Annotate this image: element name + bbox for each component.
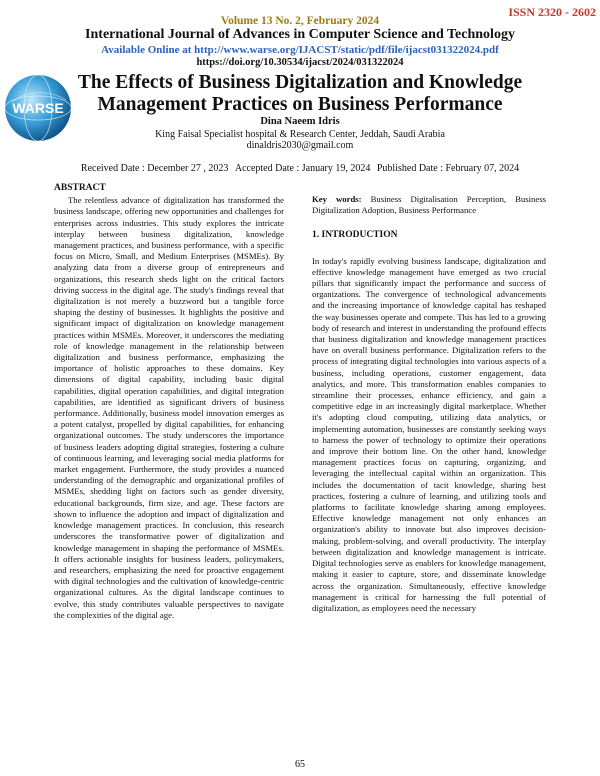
- right-column: [312, 194, 546, 614]
- title-line-1: The Effects of Business Digitalization and Knowledge: [77, 72, 523, 93]
- intro-text: In today's rapidly evolving business landscape, digitalization and effective knowledge management have emerged as two crucial pillars that significantly impact the performance and success of organizations. The convergence of technological advancements and the increasing importance of knowledge capital has reshaped the way businesses operate and compete. This has led to a growing body of research and interest in understanding the profound effects that business digitalization and knowledge management practices have on overall business performance. Digitalization refers to the process of integrating digital technologies into various aspects of a business, including operations, customer engagement, data analytics, and more. This transformation enables companies to streamline their processes, enhance efficiency, and gain a competitive edge in an increasingly digital marketplace. Whether it's adopting cloud computing, utilizing data analytics, or implementing automation, businesses are constantly seeking ways to harness the power of technology to optimize their operations and improve their bottom line. On the other hand, knowledge management practices focus on capturing, organizing, and leveraging the intellectual capital within an organization. This includes the documentation of tacit knowledge, sharing best practices, fostering a culture of learning, and utilizing tools and platforms to facilitate knowledge sharing among employees. Effective knowledge management not only enhances an organization's ability to innovate but also improves decision-making, problem-solving, and overall productivity. The interplay between digitalization and knowledge management is intricate. Digital technologies serve as enablers for knowledge management, making it easier to capture, store, and disseminate knowledge across the organization. Simultaneously, effective knowledge management is critical for harnessing the full potential of digitalization, as employees need the necessary: [312, 255, 546, 613]
- author-affiliation: King Faisal Specialist hospital & Research Center, Jeddah, Saudi Arabia: [155, 129, 445, 140]
- abstract-heading: ABSTRACT: [54, 183, 106, 193]
- accepted-date: Accepted Date : January 19, 2024: [234, 163, 371, 174]
- volume-issue: Volume 13 No. 2, February 2024: [220, 15, 380, 27]
- keywords-label: Key words:: [312, 194, 362, 204]
- page-number: 65: [295, 759, 305, 770]
- intro-heading: 1. INTRODUCTION: [312, 230, 398, 241]
- published-date: Published Date : February 07, 2024: [376, 163, 520, 174]
- journal-name: International Journal of Advances in Computer Science and Technology: [85, 27, 515, 42]
- logo-text: WARSE: [12, 100, 64, 116]
- keywords-text: Business Digitalisation Perception, Business Digitalization Adoption, Business Performance: [312, 194, 546, 216]
- author-name: Dina Naeem Idris: [260, 116, 340, 127]
- keywords: [312, 194, 546, 216]
- paper-title: [72, 72, 528, 116]
- availability-link[interactable]: Available Online at http://www.warse.org/IJACST/static/pdf/file/ijacst031322024.pdf: [101, 44, 499, 56]
- author-email[interactable]: dinaldris2030@gmail.com: [246, 140, 354, 151]
- article-dates: [0, 163, 600, 174]
- issn-label: ISSN 2320 - 2602: [508, 5, 596, 19]
- doi-link[interactable]: https://doi.org/10.30534/ijacst/2024/031322024: [196, 57, 404, 68]
- received-date: Received Date : December 27 , 2023: [80, 163, 229, 174]
- title-line-2: Management Practices on Business Performance: [97, 94, 503, 115]
- abstract-text: The relentless advance of digitalization has transformed the business landscape, offering new opportunities and challenges for enterprises across industries. This study explores the intricate interplay between business digitalization, knowledge management practices, and business performance, with a specific focus on Micro, Small, and Medium Enterprises (MSMEs). By analyzing data from a diverse group of entrepreneurs and organizations, this research sheds light on the critical factors driving success in the digital age. The study's findings reveal that digitalization is not merely a buzzword but a tangible force shaping the destiny of businesses. It highlights the positive and significant impact of digitalization on knowledge management practices within MSMEs. Moreover, it underscores the mediating role of knowledge management in the relationship between digitalization and business performance, emphasizing the importance of holistic approaches to these domains. Key dimensions of digital capability, including basic digital capabilities, digital operation capabilities, and digital integration capabilities, are identified as significant drivers of business performance. Additionally, business model innovation emerges as a potent catalyst, propelled by digital capabilities, for enhancing organizational outcomes. The study underscores the importance of business leaders adopting digital strategies, fostering a culture of continuous learning, and leveraging social media platforms for market engagement. Furthermore, the study provides a nuanced understanding of the demographic and organizational profiles of MSMEs, shedding light on factors such as gender diversity, educational backgrounds, firm size, and age. These factors are shown to influence the adoption and impact of digitalization and knowledge management practices. In conclusion, this research underscores the transformative power of digitalization and knowledge management in shaping the performance of MSMEs. It offers actionable insights for business leaders, policymakers, and researchers, emphasizing the need for proactive engagement with digital technologies and the cultivation of knowledge-centric organizational cultures. As the digital landscape continues to evolve, this study contributes valuable perspectives to navigate the complexities of the digital age.: [54, 195, 284, 620]
- abstract-section: [54, 183, 284, 621]
